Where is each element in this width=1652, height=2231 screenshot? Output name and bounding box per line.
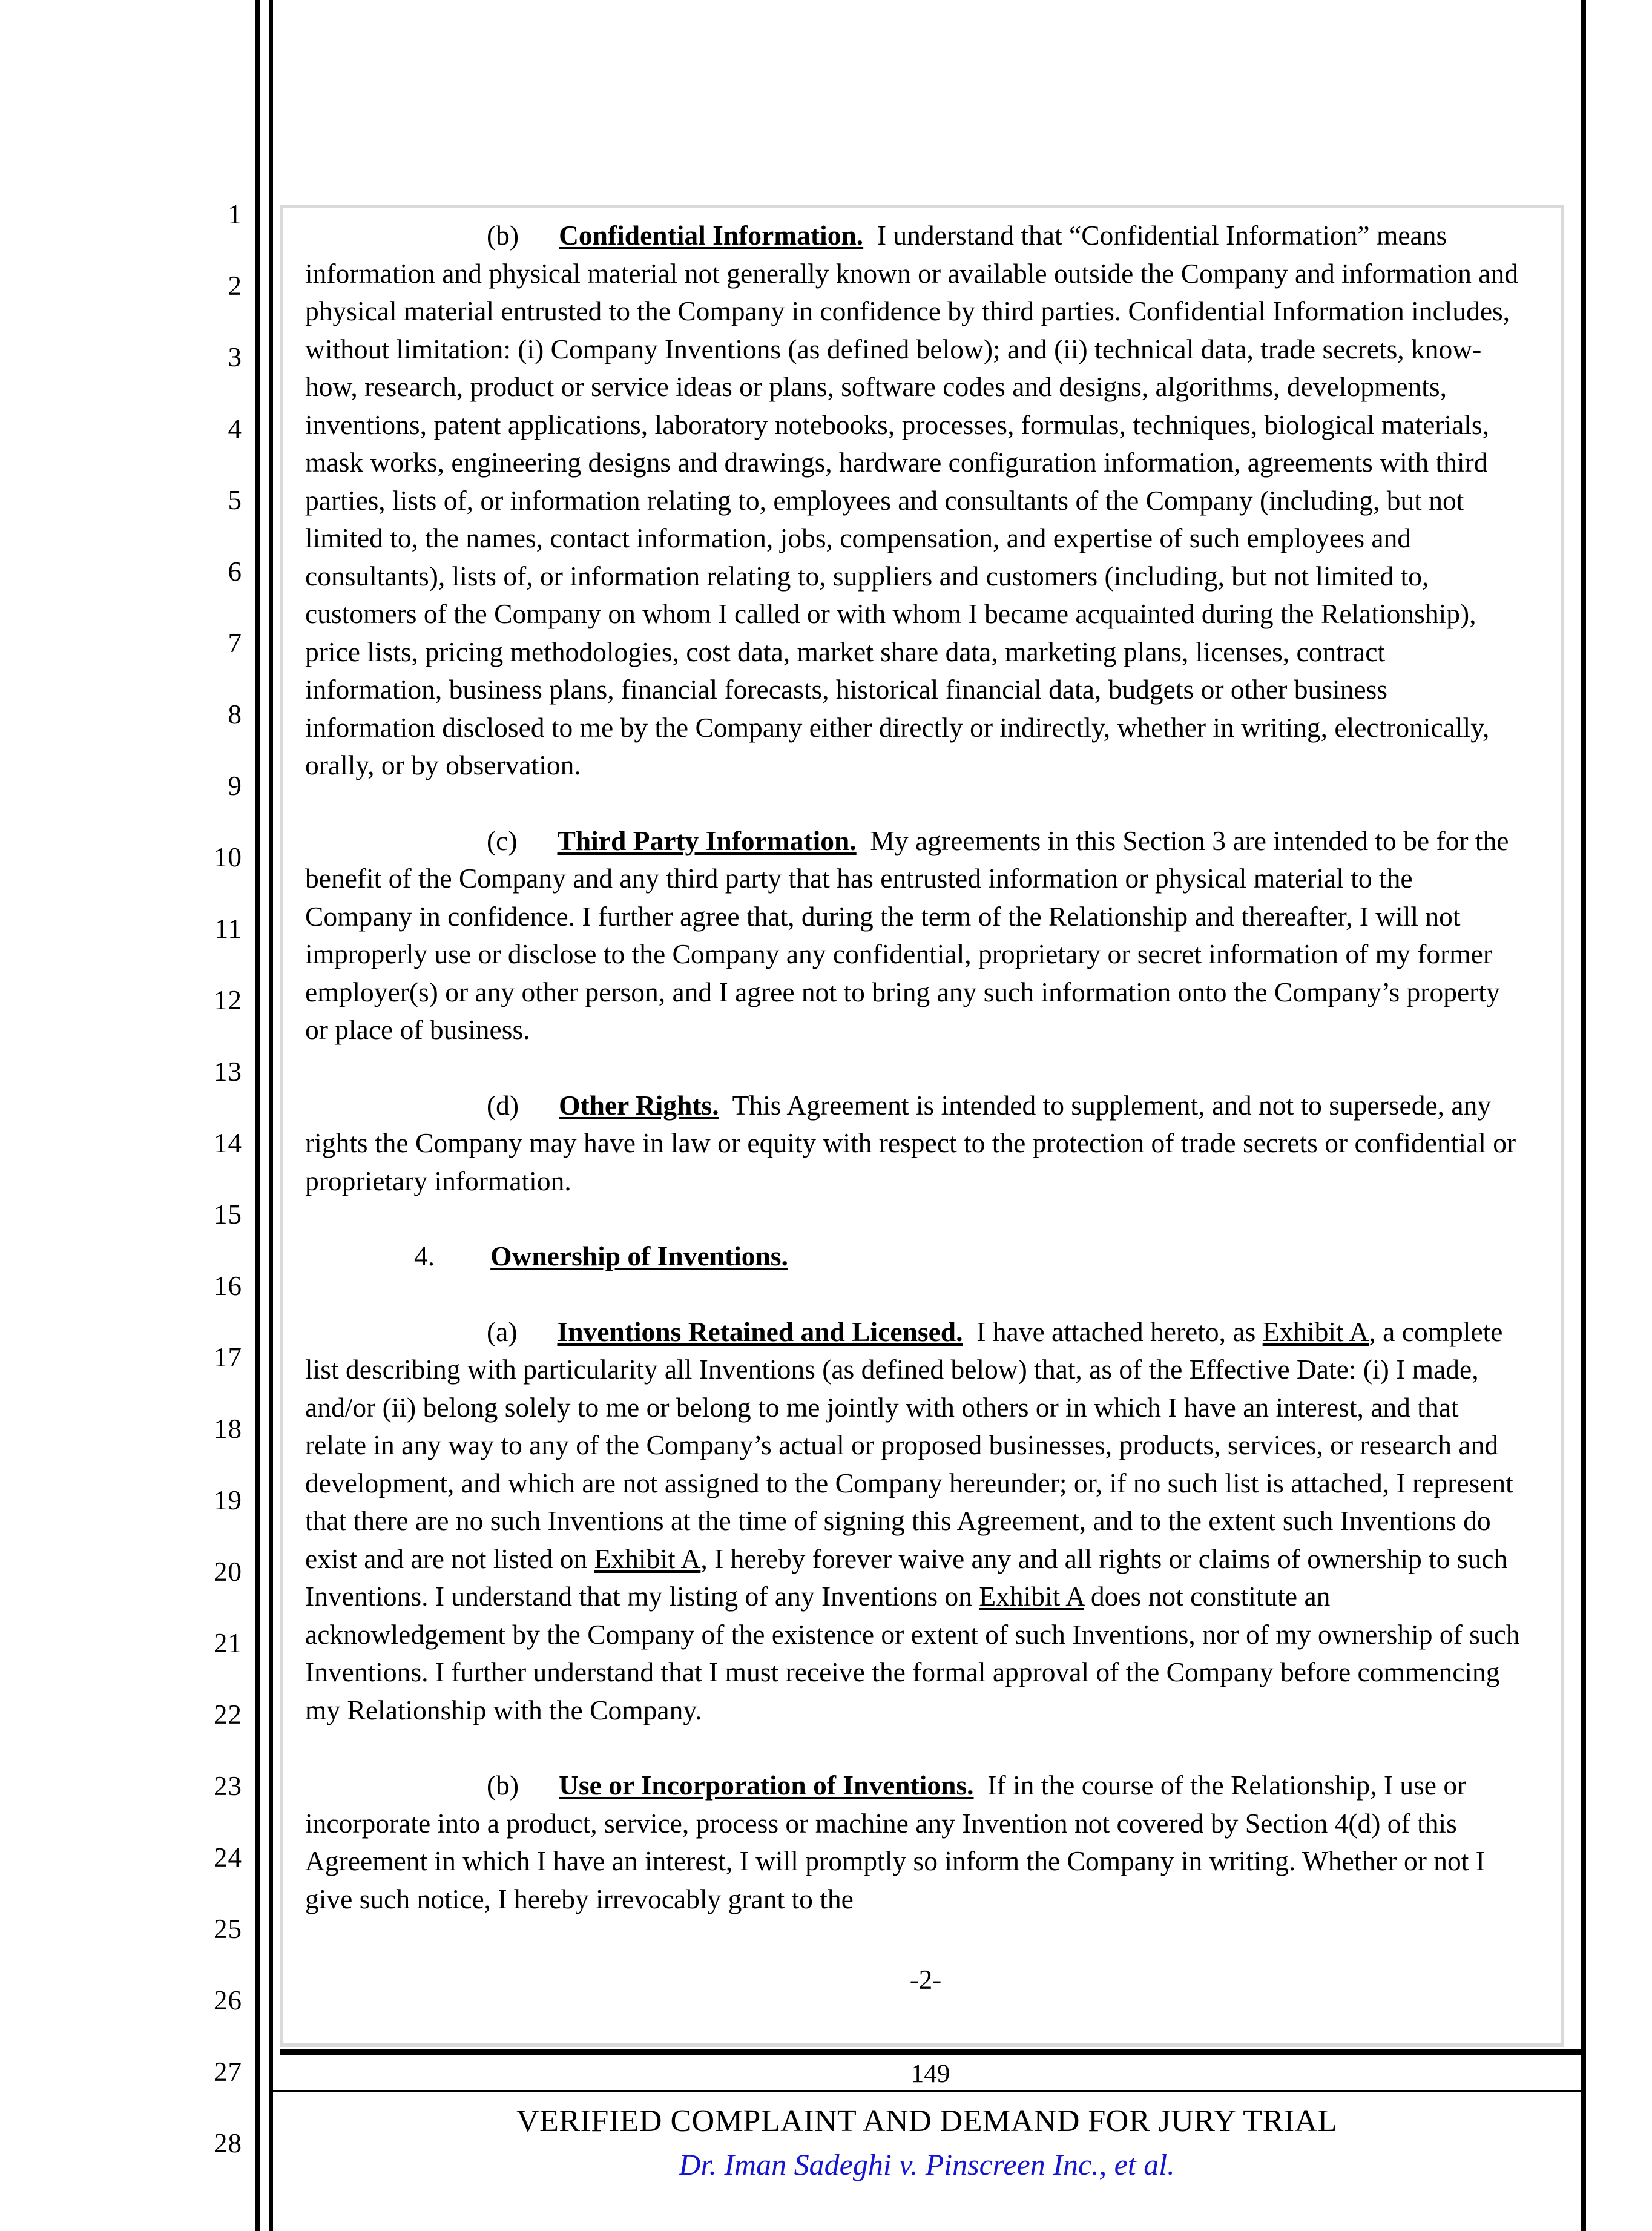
document-text-frame [280,205,1564,2047]
line-number: 17 [214,1342,242,1373]
footer-case-caption: Dr. Iman Sadeghi v. Pinscreen Inc., et al. [679,2147,1175,2181]
line-number: 28 [214,2128,242,2158]
paragraph-marker: (b) [487,1770,519,1801]
line-number: 27 [214,2057,242,2087]
exhibit-a-reference: Exhibit A [594,1543,701,1574]
paragraph-heading: Confidential Information. [559,220,864,251]
line-number: 23 [214,1771,242,1801]
paragraph-heading: Inventions Retained and Licensed. [557,1316,963,1347]
paragraph-body: This Agreement is intended to supplement, and not to supersede, any rights the Company may have in law or equity with respect to the protection of trade secrets or confidential or proprietary information. [305,1089,1516,1196]
agreement-body [305,217,1522,1918]
paragraph-body-segment-4: does not constitute an acknowledgement by the Company of the existence or extent of such Inventions, nor of my ownership of such Inventions. I further understand that I must receive the formal approval of the Company before commencing my Relationship with the Company. [305,1581,1520,1725]
paragraph-marker: (b) [487,220,519,251]
line-number: 10 [214,842,242,872]
left-margin-rule-outer [255,0,260,2231]
line-number: 9 [228,771,242,801]
line-number: 20 [214,1557,242,1587]
line-number: 24 [214,1842,242,1873]
paragraph-body: My agreements in this Section 3 are intended to be for the benefit of the Company and any third party that has entrusted information or physical material to the Company in confidence. I further agree that, during the term of the Relationship and thereafter, I will not improperly use or disclose to the Company any confidential, proprietary or secret information of my former employer(s) or any other person, and I agree not to bring any such information onto the Company’s property or place of business. [305,825,1509,1045]
paragraph-body-segment-1: I have attached hereto, as [976,1316,1263,1347]
line-number: 6 [228,556,242,587]
page-number: -2- [909,1965,942,1995]
line-number: 3 [228,342,242,372]
paragraph-body: If in the course of the Relationship, I use or incorporate into a product, service, process or machine any Invention not covered by Section 4(d) of this Agreement in which I have an interest, I will promptly so inform the Company in writing. Whether or not I give such notice, I hereby irrevocably grant to the [305,1770,1485,1914]
paragraph-body: I understand that “Confidential Information” means information and physical material not generally known or available outside the Company and information and physical material entrusted to the Company in confidence by third parties. Confidential Information includes, without limitation: (i) Company Inventions (as defined below); and (ii) technical data, trade secrets, know-how, research, product or service ideas or plans, software codes and designs, algorithms, developments, inventions, patent applications, laboratory notebooks, processes, formulas, techniques, biological materials, mask works, engineering designs and drawings, hardware configuration information, agreements with third parties, lists of, or information relating to, employees and consultants of the Company (including, but not limited to, the names, contact information, jobs, compensation, and expertise of such employees and consultants), lists of, or information relating to, suppliers and customers (including, but not limited to, customers of the Company on whom I called or with whom I became acquainted during the Relationship), price lists, pricing methodologies, cost data, market share data, marketing plans, licenses, contract information, business plans, financial forecasts, historical financial data, budgets or other business information disclosed to me by the Company either directly or indirectly, whether in writing, electronically, orally, or by observation. [305,220,1518,780]
line-number: 19 [214,1485,242,1515]
footer-document-title: VERIFIED COMPLAINT AND DEMAND FOR JURY TRIAL [516,2104,1337,2138]
paragraph-marker: (c) [487,825,518,856]
line-number: 5 [228,485,242,515]
line-number: 25 [214,1914,242,1944]
line-number: 11 [214,914,242,944]
exhibit-a-reference: Exhibit A [979,1581,1084,1612]
section-heading: Ownership of Inventions. [490,1241,788,1271]
line-number: 8 [228,699,242,730]
paragraph-other-rights [305,1087,1522,1201]
left-margin-rule-inner [269,0,273,2231]
footer-thick-rule [280,2049,1581,2055]
paragraph-inventions-retained-and-licensed [305,1313,1522,1730]
right-margin-rule [1581,0,1586,2231]
line-number: 15 [214,1199,242,1230]
line-number: 18 [214,1414,242,1444]
line-number: 14 [214,1128,242,1158]
paragraph-heading: Use or Incorporation of Inventions. [559,1770,974,1801]
line-number: 21 [214,1628,242,1658]
line-number: 22 [214,1699,242,1730]
paragraph-body-segment-2: , a complete list describing with particularity all Inventions (as defined below) that, as of the Effective Date: (i) I made, and/or (ii) belong solely to me or belong to me jointly with others or in which I have an interest, and that relate in any way to any of the Company’s actual or proposed businesses, products, services, or research and development, and which are not assigned to the Company hereunder; or, if no such list is attached, I represent that there are no such Inventions at the time of signing this Agreement, and to the extent such Inventions do exist and are not listed on [305,1316,1513,1574]
line-number: 7 [228,628,242,658]
paragraph-marker: (d) [487,1089,519,1121]
line-number: 26 [214,1985,242,2015]
line-number-column [151,199,242,2158]
paragraph-marker: (a) [487,1316,518,1347]
line-number: 2 [228,271,242,301]
paragraph-confidential-information [305,217,1522,785]
paragraph-use-or-incorporation-of-inventions [305,1767,1522,1918]
line-number: 1 [228,199,242,229]
line-number: 16 [214,1271,242,1301]
footer-thin-rule [272,2090,1581,2092]
exhibit-a-reference: Exhibit A [1262,1316,1369,1347]
paragraph-heading: Third Party Information. [557,825,857,856]
line-number: 4 [228,414,242,444]
line-number: 12 [214,985,242,1015]
line-number: 13 [214,1056,242,1087]
section-marker: 4. [414,1241,435,1271]
section-ownership-of-inventions [305,1237,1522,1276]
paragraph-heading: Other Rights. [559,1089,719,1121]
paragraph-third-party-information [305,822,1522,1049]
paragraph-body-segment-3: , I hereby forever waive any and all rights or claims of ownership to such Inventions. I understand that my listing of any Inventions on [305,1543,1508,1612]
exhibit-page-number: 149 [910,2060,950,2088]
